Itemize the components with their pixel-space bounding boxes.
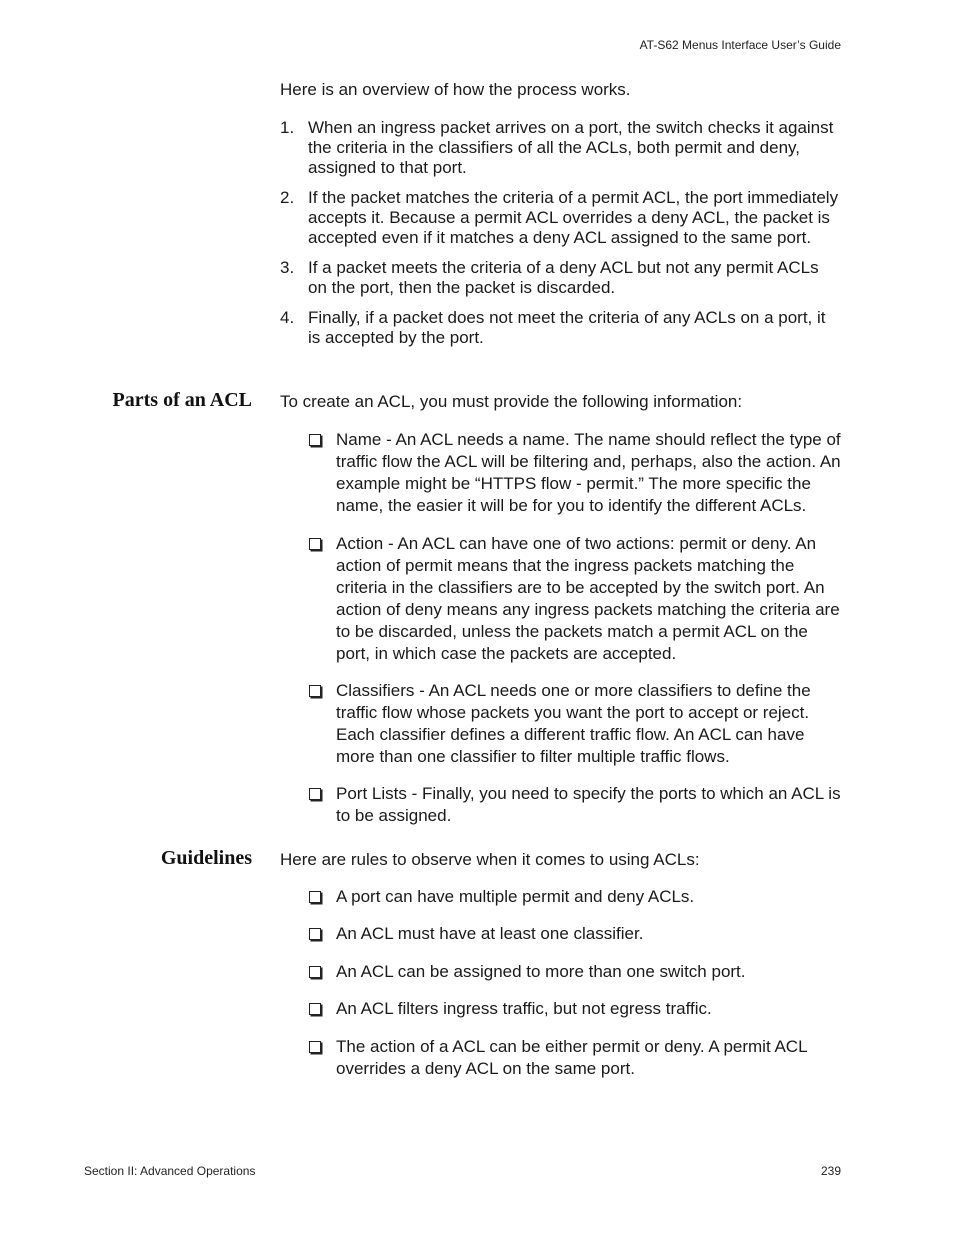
bullet-text: A port can have multiple permit and deny ACLs. (336, 887, 695, 906)
list-item (280, 118, 840, 178)
parts-bullet-list (308, 429, 843, 827)
checkbox-bullet-icon (308, 886, 336, 908)
list-item (308, 783, 843, 827)
bullet-text: An ACL can be assigned to more than one switch port. (336, 962, 746, 981)
bullet-text: An ACL must have at least one classifier. (336, 924, 644, 943)
bullet-text: Action - An ACL can have one of two actions: permit or deny. An action of permit means that the ingress packets matching the criteria in the classifiers are to be accepted by the switch port. An action of deny means any ingress packets matching the criteria are to be discarded, unless the packets match a permit ACL on the port, in which case the packets are accepted. (336, 534, 840, 663)
step-number: 3. (280, 258, 295, 277)
bullet-text: Port Lists - Finally, you need to specify the ports to which an ACL is to be assigned. (336, 784, 841, 825)
checkbox-bullet-icon (308, 998, 336, 1020)
checkbox-bullet-icon (308, 680, 336, 768)
checkbox-bullet-icon (308, 961, 336, 983)
checkbox-bullet-icon (308, 429, 336, 517)
guidelines-bullet-list (308, 886, 843, 1080)
list-item (280, 188, 840, 248)
checkbox-bullet-icon (308, 923, 336, 945)
list-item (280, 258, 840, 298)
list-item (308, 680, 843, 768)
bullet-text: Classifiers - An ACL needs one or more classifiers to define the traffic flow whose packets you want the port to accept or reject. Each classifier defines a different traffic flow. An ACL can have more than one classifier to filter multiple traffic flows. (336, 681, 811, 766)
list-item (308, 886, 843, 908)
list-item (280, 308, 840, 348)
step-number: 2. (280, 188, 295, 207)
bullet-text: Name - An ACL needs a name. The name should reflect the type of traffic flow the ACL will be filtering and, perhaps, also the action. An example might be “HTTPS flow - permit.” The more specific the name, the easier it will be for you to identify the different ACLs. (336, 430, 841, 515)
list-item (308, 429, 843, 517)
list-item (308, 961, 843, 983)
section-lead-guidelines: Here are rules to observe when it comes to using ACLs: (280, 850, 700, 869)
checkbox-bullet-icon (308, 783, 336, 827)
step-number: 4. (280, 308, 295, 327)
step-text: When an ingress packet arrives on a port, the switch checks it against the criteria in the classifiers of all the ACLs, both permit and deny, assigned to that port. (308, 118, 834, 177)
intro-paragraph: Here is an overview of how the process works. (280, 80, 631, 99)
footer-section-label: Section II: Advanced Operations (84, 1164, 256, 1178)
step-text: If the packet matches the criteria of a permit ACL, the port immediately accepts it. Because a permit ACL overrides a deny ACL, the packet is accepted even if it matches a deny ACL assigned to the same port. (308, 188, 839, 247)
step-text: Finally, if a packet does not meet the criteria of any ACLs on a port, it is accepted by the port. (308, 308, 826, 347)
checkbox-bullet-icon (308, 533, 336, 665)
page-number: 239 (820, 1164, 841, 1178)
list-item (308, 923, 843, 945)
checkbox-bullet-icon (308, 1036, 336, 1080)
bullet-text: The action of a ACL can be either permit or deny. A permit ACL overrides a deny ACL on the same port. (336, 1037, 807, 1078)
list-item (308, 998, 843, 1020)
section-heading-parts: Parts of an ACL (112, 389, 252, 411)
step-number: 1. (280, 118, 295, 137)
section-lead-parts: To create an ACL, you must provide the following information: (280, 392, 743, 411)
process-steps-list (280, 118, 840, 358)
running-header: AT-S62 Menus Interface User’s Guide (639, 38, 841, 52)
list-item (308, 1036, 843, 1080)
list-item (308, 533, 843, 665)
bullet-text: An ACL filters ingress traffic, but not egress traffic. (336, 999, 712, 1018)
step-text: If a packet meets the criteria of a deny ACL but not any permit ACLs on the port, then the packet is discarded. (308, 258, 819, 297)
section-heading-guidelines: Guidelines (160, 847, 252, 869)
